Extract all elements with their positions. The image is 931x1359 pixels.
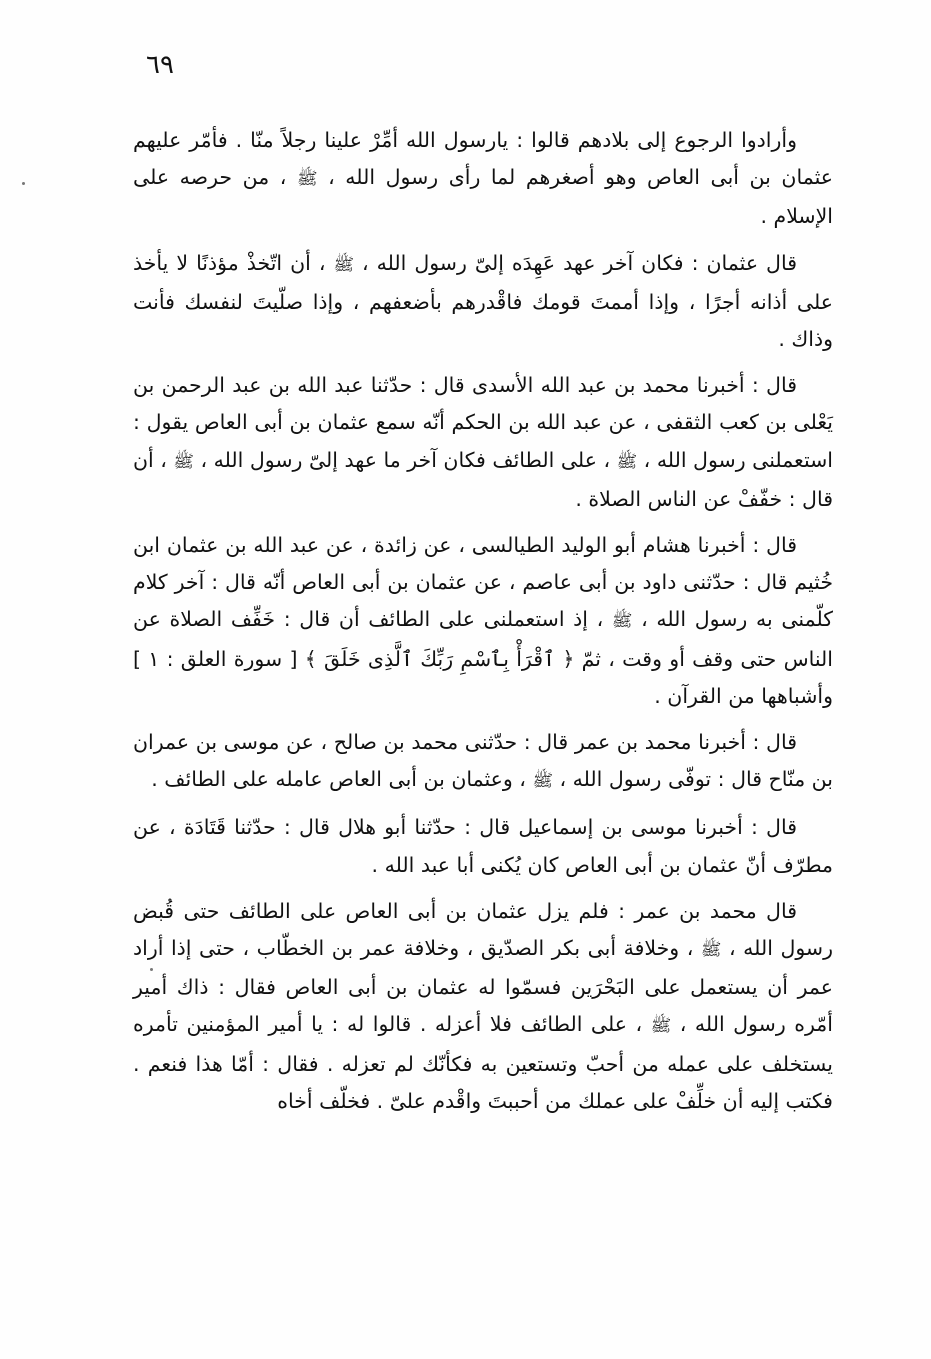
text-run: [ سورة العلق : ١ ] وأشباهها من القرآن . bbox=[133, 646, 833, 708]
text-run: ، على الطائف فلا أعزله . قالوا له : يا أمير المؤمنين تأمره يستخلف على عمله من أحبّ وتستعين به فكأنّك لم تعزله . فقال : أمّا هذا فنعم . فكتب إليه أن خلِّفْ على عملك من أحببتَ واقْدم علىّ . فخلّف أخاه bbox=[133, 1012, 833, 1113]
paragraph-5 bbox=[133, 724, 833, 800]
salutation-glyph: ﷺ bbox=[611, 611, 633, 632]
quran-verse: ﴿ ٱقْرَأْ بِٱسْمِ رَبِّكَ ٱلَّذِى خَلَقَ ﴾ bbox=[304, 646, 575, 671]
text-run: قال عثمان : فكان آخر عهد عَهِدَه إلىّ رسول الله ، bbox=[354, 250, 797, 275]
paragraph-2 bbox=[133, 245, 833, 359]
paragraph-4 bbox=[133, 527, 833, 715]
text-run: ، من حرصه على الإسلام . bbox=[133, 165, 833, 229]
paragraph-3 bbox=[133, 367, 833, 518]
text-run: ، إذ استعملنى على الطائف أن قال : خَفِّف الصلاة عن الناس حتى وقف أو وقت ، ثمّ bbox=[133, 607, 834, 671]
text-run: قال محمد بن عمر : فلم يزل عثمان بن أبى العاص على الطائف حتى قُبض رسول الله ، bbox=[133, 898, 834, 961]
salutation-glyph: ﷺ bbox=[296, 169, 318, 190]
salutation-glyph: ﷺ bbox=[650, 1016, 672, 1037]
text-run: قال : أخبرنا موسى بن إسماعيل قال : حدّثنا أبو هلال قال : حدّثنا قَتَادَة ، عن مطرّف أنّ عثمان بن أبى العاص كان يُكنى أبا عبد الله . bbox=[133, 815, 833, 877]
text-run: ، على الطائف فكان آخر ما عهد إلىّ رسول الله ، bbox=[193, 447, 617, 472]
text-run: قال : أخبرنا محمد بن عمر قال : حدّثنى محمد بن صالح ، عن موسى بن عمران بن منّاح قال : توفّى رسول الله ، bbox=[133, 730, 833, 792]
text-run: قال : أخبرنا هشام أبو الوليد الطيالسى ، عن زائدة ، عن عبد الله بن عثمان ابن خُثيم قال : حدّثنى داود بن أبى عاصم ، عن عثمان بن أبى العاص أنّه قال : آخر كلام كلّمنى به رسول الله ، bbox=[133, 533, 833, 632]
salutation-glyph: ﷺ bbox=[532, 771, 553, 792]
paragraph-7 bbox=[133, 893, 833, 1120]
salutation-glyph: ﷺ bbox=[173, 451, 194, 472]
text-run: ، أن قال : خفّفْ عن الناس الصلاة . bbox=[133, 447, 833, 511]
text-run: ، وخلافة أبى بكر الصدّيق ، وخلافة عمر بن الخطّاب ، حتى إذا أراد عمر أن يستعمل على البَحْرَين فسمّوا له عثمان بن أبى العاص فقال : ذاك أمير أمّره رسول الله ، bbox=[133, 936, 833, 1037]
salutation-glyph: ﷺ bbox=[616, 451, 638, 472]
text-run: قال : أخبرنا محمد بن عبد الله الأسدى قال : حدّثنا عبد الله بن عبد الرحمن بن يَعْلى بن كعب الثقفى ، عن عبد الله بن الحكم أنّه سمع عثمان بن أبى العاص يقول : استعملنى رسول الله ، bbox=[133, 373, 834, 472]
scan-speck bbox=[150, 968, 153, 971]
text-run: ، وعثمان بن أبى العاص عامله على الطائف . bbox=[151, 767, 533, 792]
salutation-glyph: ﷺ bbox=[333, 254, 354, 275]
text-run: وأرادوا الرجوع إلى بلادهم قالوا : يارسول الله أمِّرْ علينا رجلاً منّا . فأمّر عليهم عثمان بن أبى العاص وهو أصغرهم لما رأى رسول الله ، bbox=[133, 128, 833, 190]
scan-speck bbox=[22, 182, 25, 185]
text-run: ، أن اتّخذْ مؤذنًا لا يأخذ على أذانه أجرًا ، وإذا أممتَ قومك فاقْدرهم بأضعفهم ، وإذا صلّيتَ لنفسك فأنت وذاك . bbox=[133, 250, 833, 352]
paragraph-6 bbox=[133, 809, 833, 883]
body-text bbox=[133, 122, 833, 1129]
paragraph-1 bbox=[133, 122, 833, 236]
page-number: ٦٩ bbox=[146, 50, 174, 80]
salutation-glyph: ﷺ bbox=[700, 940, 722, 961]
